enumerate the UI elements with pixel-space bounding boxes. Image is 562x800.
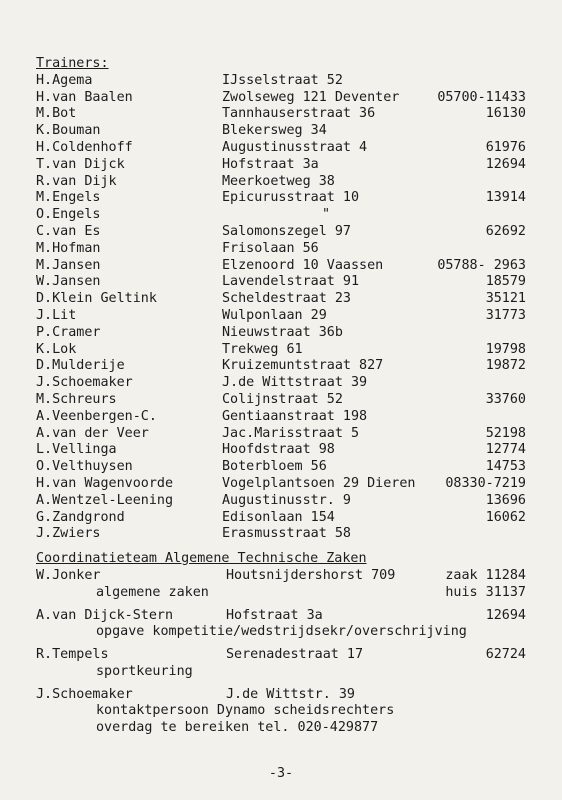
table-row: [36, 526, 526, 543]
schoemaker-note-2: overdag te bereiken tel. 020-429877: [96, 720, 379, 736]
jonker-phone-work: zaak 11284: [445, 567, 526, 583]
trainer-phone: 12694: [485, 156, 526, 172]
table-row: [36, 73, 526, 90]
trainer-name: K.Lok: [36, 341, 77, 357]
stern-address: Hofstraat 3a: [226, 607, 323, 623]
trainer-address: Frisolaan 56: [222, 240, 319, 256]
contact-list: [36, 56, 526, 737]
stern-phone: 12694: [485, 607, 526, 623]
trainer-phone: 16130: [485, 106, 526, 122]
trainer-name: C.van Es: [36, 223, 101, 239]
trainer-name: M.Jansen: [36, 257, 101, 273]
table-row: [36, 342, 526, 359]
trainer-name: M.Schreurs: [36, 391, 117, 407]
trainer-address: Wulponlaan 29: [222, 307, 327, 323]
trainer-address: Salomonszegel 97: [222, 223, 351, 239]
trainer-address: Zwolseweg 121 Deventer: [222, 89, 400, 105]
trainer-name: D.Klein Geltink: [36, 291, 157, 307]
trainer-phone: 16062: [485, 509, 526, 525]
table-row: [36, 442, 526, 459]
trainer-phone: 62692: [485, 223, 526, 239]
trainer-name: O.Engels: [36, 207, 101, 223]
trainer-phone: 14753: [485, 459, 526, 475]
trainer-phone: 61976: [485, 139, 526, 155]
table-row: [36, 140, 526, 157]
table-row: [36, 325, 526, 342]
trainer-address: Lavendelstraat 91: [222, 274, 360, 290]
table-row: [36, 409, 526, 426]
trainer-address: Boterbloem 56: [222, 459, 327, 475]
trainer-phone: 19872: [485, 358, 526, 374]
trainer-phone: 31773: [485, 307, 526, 323]
trainer-name: M.Engels: [36, 190, 101, 206]
trainer-name: W.Jansen: [36, 274, 101, 290]
trainer-name: R.van Dijk: [36, 173, 117, 189]
trainer-phone: 12774: [485, 442, 526, 458]
schoemaker-note-row-1: [36, 703, 526, 720]
trainer-name: O.Velthuysen: [36, 459, 133, 475]
table-row: [36, 174, 526, 191]
tempels-phone: 62724: [485, 647, 526, 663]
trainer-address: Augustinusstr. 9: [222, 492, 351, 508]
jonker-role: algemene zaken: [96, 584, 209, 600]
trainer-address: Scheldestraat 23: [222, 291, 351, 307]
trainer-address: Blekersweg 34: [222, 123, 327, 139]
trainer-address: Trekweg 61: [222, 341, 303, 357]
trainer-name: H.van Baalen: [36, 89, 133, 105]
table-row: [36, 510, 526, 527]
table-row: [36, 459, 526, 476]
trainer-name: H.Coldenhoff: [36, 139, 133, 155]
table-row: [36, 493, 526, 510]
tempels-role-row: [36, 664, 526, 681]
trainer-phone: 05700-11433: [437, 89, 526, 105]
trainer-address: Meerkoetweg 38: [222, 173, 335, 189]
trainer-address: Kruizemuntstraat 827: [222, 358, 384, 374]
table-row: [36, 190, 526, 207]
trainer-name: K.Bouman: [36, 123, 101, 139]
tempels-address: Serenadestraat 17: [226, 647, 364, 663]
jonker-name: W.Jonker: [36, 567, 101, 583]
table-row: [36, 274, 526, 291]
trainer-name: J.Lit: [36, 307, 77, 323]
trainer-phone: 13914: [485, 190, 526, 206]
trainer-name: J.Schoemaker: [36, 375, 133, 391]
table-row: [36, 392, 526, 409]
coordination-heading: Coordinatieteam Algemene Technische Zaken: [36, 551, 367, 567]
trainer-address: Hofstraat 3a: [222, 156, 319, 172]
table-row: [36, 106, 526, 123]
schoemaker-note-1: kontaktpersoon Dynamo scheidsrechters: [96, 703, 395, 719]
trainer-phone: 18579: [485, 274, 526, 290]
trainer-phone: 13696: [485, 492, 526, 508]
table-row: [36, 157, 526, 174]
trainer-name: G.Zandgrond: [36, 509, 125, 525]
table-row: [36, 207, 526, 224]
trainer-address: Augustinusstraat 4: [222, 139, 368, 155]
table-row: [36, 241, 526, 258]
stern-row: [36, 608, 526, 625]
tempels-name: R.Tempels: [36, 647, 109, 663]
trainer-address: Edisonlaan 154: [222, 509, 335, 525]
trainers-table: [36, 73, 526, 543]
trainer-name: A.Wentzel-Leening: [36, 492, 174, 508]
schoemaker-row: [36, 687, 526, 704]
trainer-address: Elzenoord 10 Vaassen: [222, 257, 384, 273]
table-row: [36, 258, 526, 275]
jonker-address: Houtsnijdershorst 709: [226, 567, 396, 583]
trainer-address: Nieuwstraat 36b: [222, 324, 343, 340]
trainer-name: H.van Wagenvoorde: [36, 475, 174, 491]
trainer-address: IJsselstraat 52: [222, 72, 343, 88]
table-row: [36, 123, 526, 140]
trainer-name: A.van der Veer: [36, 425, 149, 441]
trainer-address: Tannhauserstraat 36: [222, 106, 376, 122]
jonker-row: [36, 568, 526, 585]
table-row: [36, 375, 526, 392]
schoemaker-address: J.de Wittstr. 39: [226, 686, 355, 702]
trainer-phone: 35121: [485, 291, 526, 307]
jonker-role-row: [36, 585, 526, 602]
trainer-address: Gentiaanstraat 198: [222, 408, 368, 424]
trainer-address: Vogelplantsoen 29 Dieren: [222, 475, 416, 491]
trainer-name: M.Bot: [36, 106, 77, 122]
stern-role: opgave kompetitie/wedstrijdsekr/overschrijving: [96, 624, 467, 640]
tempels-role: sportkeuring: [96, 663, 193, 679]
trainer-phone: 52198: [485, 425, 526, 441]
table-row: [36, 308, 526, 325]
schoemaker-name: J.Schoemaker: [36, 686, 133, 702]
trainer-name: T.van Dijck: [36, 156, 125, 172]
trainer-address: Epicurusstraat 10: [222, 190, 360, 206]
page-number: -3-: [268, 766, 294, 781]
table-row: [36, 224, 526, 241]
tempels-row: [36, 647, 526, 664]
trainer-name: J.Zwiers: [36, 526, 101, 542]
table-row: [36, 291, 526, 308]
schoemaker-note-row-2: [36, 720, 526, 737]
table-row: [36, 90, 526, 107]
trainer-address: Hoofdstraat 98: [222, 442, 335, 458]
trainer-name: A.Veenbergen-C.: [36, 408, 157, 424]
stern-name: A.van Dijck-Stern: [36, 607, 174, 623]
trainer-phone: 05788- 2963: [437, 257, 526, 273]
ditto-mark: ": [322, 207, 331, 223]
trainer-phone: 33760: [485, 391, 526, 407]
table-row: [36, 476, 526, 493]
trainers-heading: Trainers:: [36, 56, 109, 71]
trainer-address: Colijnstraat 52: [222, 391, 343, 407]
trainer-name: L.Vellinga: [36, 442, 117, 458]
trainer-name: P.Cramer: [36, 324, 101, 340]
trainer-address: Erasmusstraat 58: [222, 526, 351, 542]
trainer-phone: 19798: [485, 341, 526, 357]
stern-role-row: [36, 624, 526, 641]
jonker-phone-home: huis 31137: [445, 584, 526, 600]
trainer-address: J.de Wittstraat 39: [222, 375, 368, 391]
trainer-name: D.Mulderije: [36, 358, 125, 374]
trainer-phone: 08330-7219: [445, 475, 526, 491]
table-row: [36, 358, 526, 375]
trainer-name: M.Hofman: [36, 240, 101, 256]
table-row: [36, 426, 526, 443]
trainer-name: H.Agema: [36, 72, 93, 88]
trainer-address: Jac.Marisstraat 5: [222, 425, 360, 441]
